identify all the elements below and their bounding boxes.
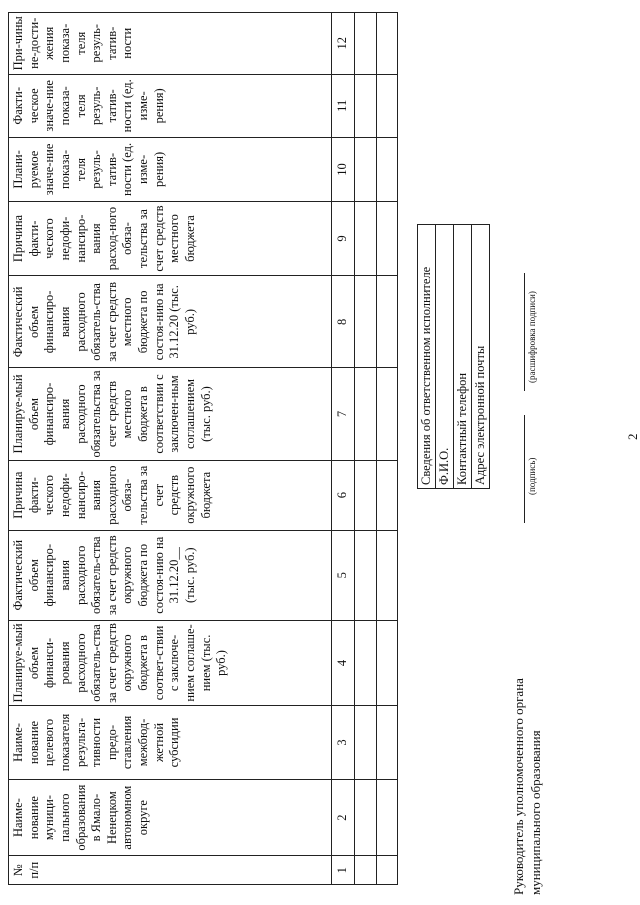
table-row <box>355 13 376 885</box>
table-row <box>376 13 397 885</box>
table-cell <box>376 368 397 460</box>
header-cell: Планируе-мый объем финанси-рования расходного обязатель-ства за счет средств окружного бюджета в соответ-ствии с заключе-нием соглаше-нием (тыс. руб.) <box>9 620 332 706</box>
table-cell <box>376 138 397 202</box>
table-cell <box>355 706 376 779</box>
header-cell: Плани-руемое значе-ние показа-теля резуль-татив-ности (ед. изме-рения) <box>9 138 332 202</box>
table-cell <box>355 201 376 276</box>
table-cell <box>355 620 376 706</box>
table-cell <box>376 706 397 779</box>
contact-row-phone: Контактный телефон <box>454 225 472 489</box>
header-cell: Причина факти-ческого недофи-нансиро-вания расход-ного обяза-тельства за счет средств местного бюджета <box>9 201 332 276</box>
signatory-title-line2: муниципального образования <box>528 730 543 895</box>
report-table <box>8 12 398 885</box>
page-number: 2 <box>625 433 640 440</box>
signatory-title <box>510 678 544 895</box>
contact-title: Сведения об ответственном исполнителе <box>418 225 436 489</box>
table-cell <box>355 74 376 138</box>
table-cell <box>355 276 376 368</box>
header-cell: Наиме-нование муници-пального образования в Ямало-Ненецком автономном округе <box>9 779 332 856</box>
column-number: 7 <box>332 368 355 460</box>
header-cell: Факти-ческое значе-ние показа-теля резуль-татив-ности (ед. изме-рения) <box>9 74 332 138</box>
header-cell: Планируе-мый объем финансиро-вания расходного обязательства за счет средств местного бюджета в соответствии с заключен-ным соглашением (тыс. руб.) <box>9 368 332 460</box>
signatory-title-line1: Руководитель уполномоченного органа <box>511 678 526 895</box>
signature-line <box>524 415 525 523</box>
table-cell <box>376 620 397 706</box>
table-cell <box>355 779 376 856</box>
table-cell <box>355 368 376 460</box>
table-cell <box>355 138 376 202</box>
table-cell <box>376 276 397 368</box>
table-header-row <box>9 13 332 885</box>
contact-info-table <box>417 224 490 489</box>
column-number: 2 <box>332 779 355 856</box>
column-number: 10 <box>332 138 355 202</box>
table-cell <box>376 201 397 276</box>
table-cell <box>355 530 376 620</box>
table-cell <box>376 779 397 856</box>
column-number: 3 <box>332 706 355 779</box>
table-cell <box>355 460 376 530</box>
decode-line <box>524 273 525 391</box>
column-number: 6 <box>332 460 355 530</box>
column-number: 5 <box>332 530 355 620</box>
table-cell <box>376 530 397 620</box>
contact-row-name: Ф.И.О. <box>436 225 454 489</box>
header-cell: № п/п <box>9 856 332 885</box>
header-cell: Фактический объем финансиро-вания расходного обязатель-ства за счет средств окружного бюджета по состоя-нию на 31.12.20__ (тыс. руб.) <box>9 530 332 620</box>
table-cell <box>376 856 397 885</box>
decode-caption: (расшифровка подписи) <box>527 291 537 383</box>
column-number: 12 <box>332 13 355 75</box>
header-cell: Фактический объем финансиро-вания расходного обязатель-ства за счет средств местного бюджета по состоя-нию на 31.12.20 (тыс. руб.) <box>9 276 332 368</box>
table-cell <box>355 856 376 885</box>
table-cell <box>376 13 397 75</box>
signature-caption: (подпись) <box>527 457 537 495</box>
header-cell: При-чины не-дости-жения показа-теля резуль-татив-ности <box>9 13 332 75</box>
column-number: 4 <box>332 620 355 706</box>
column-number: 1 <box>332 856 355 885</box>
column-number: 11 <box>332 74 355 138</box>
contact-row-email: Адрес электронной почты <box>472 225 490 489</box>
table-cell <box>376 460 397 530</box>
table-cell <box>355 13 376 75</box>
table-cell <box>376 74 397 138</box>
header-cell: Наиме-нование целевого показателя результа-тивности предо-ставления межбюд-жетной субсидии <box>9 706 332 779</box>
column-number-row <box>332 13 355 885</box>
column-number: 9 <box>332 201 355 276</box>
header-cell: Причина факти-ческого недофи-нансиро-вания расходного обяза-тельства за счет средств окружного бюджета <box>9 460 332 530</box>
column-number: 8 <box>332 276 355 368</box>
